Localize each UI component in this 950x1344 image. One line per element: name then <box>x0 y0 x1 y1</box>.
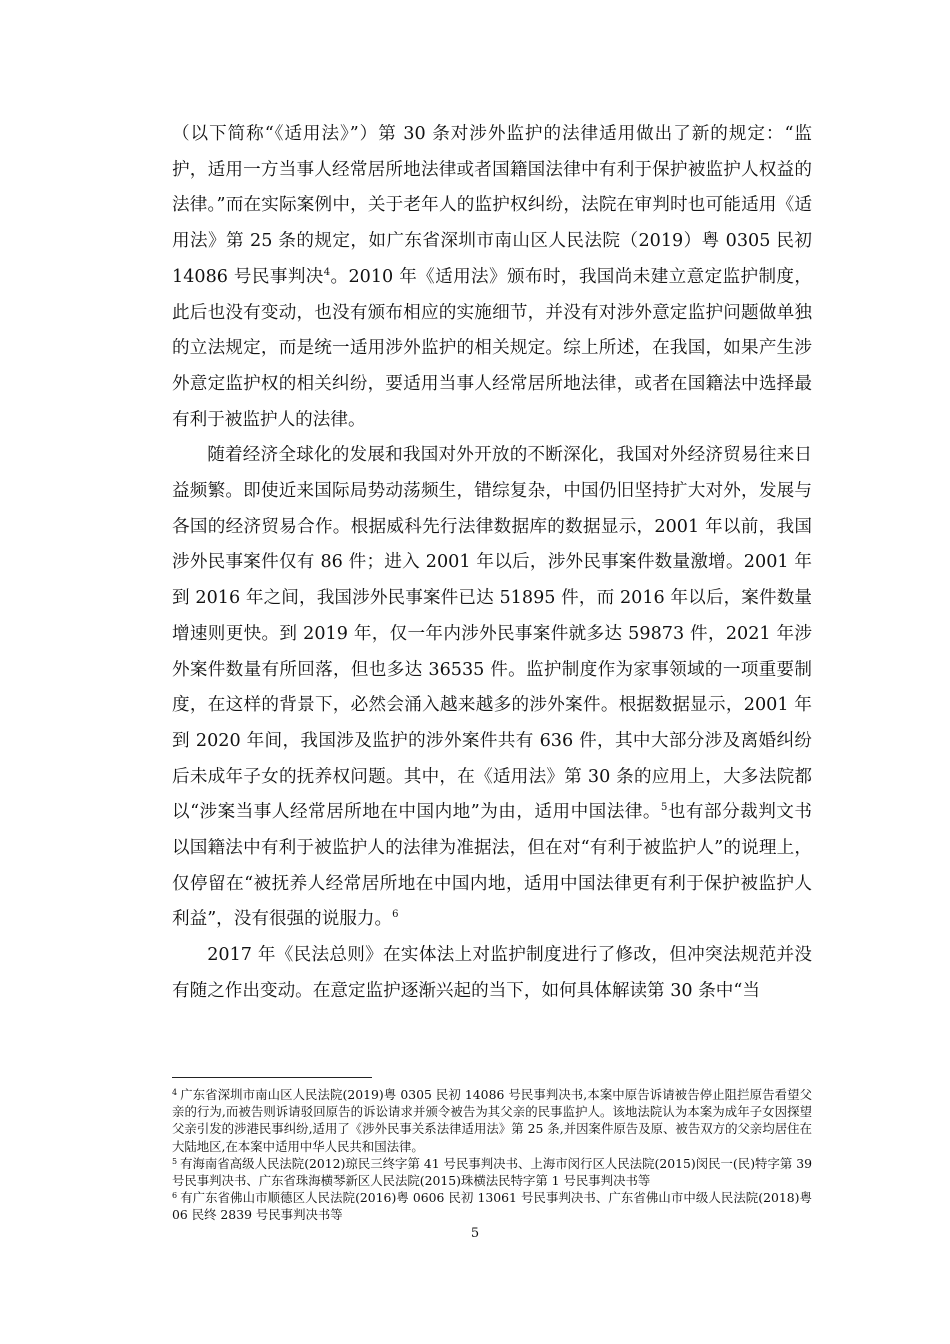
footnote-mark: 6 <box>172 1191 178 1201</box>
footnote-5 <box>172 1155 812 1189</box>
paragraph-text: 2017 年《民法总则》在实体法上对监护制度进行了修改，但冲突法规范并没有随之作出变动。在意定监护逐渐兴起的当下，如何具体解读第 30 条中“当 <box>172 945 812 1001</box>
paragraph-3 <box>172 938 812 1009</box>
footnote-ref-6[interactable]: 6 <box>392 909 399 921</box>
footnote-text: 有海南省高级人民法院(2012)琼民三终字第 41 号民事判决书、上海市闵行区人民法院(2015)闵民一(民)特字第 39 号民事判决书、广东省珠海横琴新区人民法院(2015)珠横法民特字第 1 号民事判决书等 <box>172 1155 812 1189</box>
footnote-mark: 4 <box>172 1088 178 1097</box>
paragraph-2 <box>172 438 812 938</box>
paragraph-text-continued: 。2010 年《适用法》颁布时，我国尚未建立意定监护制度，此后也没有变动，也没有颁布相应的实施细节，并没有对涉外意定监护问题做单独的立法规定，而是统一适用涉外监护的相关规定。综上所述，在我国，如果产生涉外意定监护权的相关纠纷，要适用当事人经常居所地法律，或者在国籍法中选择最有利于被监护人的法律。 <box>172 266 812 430</box>
page-number: 5 <box>470 1226 480 1241</box>
footnote-text: 有广东省佛山市顺德区人民法院(2016)粤 0606 民初 13061 号民事判决书、广东省佛山市中级人民法院(2018)粤 06 民终 2839 号民事判决书等 <box>172 1190 812 1223</box>
footnote-ref-4[interactable]: 4 <box>323 266 331 278</box>
footnote-mark: 5 <box>172 1156 178 1166</box>
paragraph-text: （以下简称“《适用法》”）第 30 条对涉外监护的法律适用做出了新的规定：“监护，适用一方当事人经常居所地法律或者国籍国法律中有利于保护被监护人权益的法律。”而在实际案例中，关于老年人的监护权纠纷，法院在审判时也可能适用《适用法》第 25 条的规定，如广东省深圳市南山区人民法院（2019）粤 0305 民初 14086 号民事判决 <box>172 124 812 287</box>
body-text <box>172 117 812 1010</box>
paragraph-1 <box>172 117 812 438</box>
footnote-separator <box>172 1077 372 1078</box>
footnotes <box>172 1086 812 1224</box>
footnote-ref-5[interactable]: 5 <box>660 802 668 814</box>
paragraph-text: 随着经济全球化的发展和我国对外开放的不断深化，我国对外经济贸易往来日益频繁。即使近来国际局势动荡频生，错综复杂，中国仍旧坚持扩大对外，发展与各国的经济贸易合作。根据威科先行法律数据库的数据显示，2001 年以前，我国涉外民事案件仅有 86 件；进入 2001 年以后，涉外民事案件数量激增。2001 年到 2016 年之间，我国涉外民事案件已达 51895 件，而 2016 年以后，案件数量增速则更快。到 2019 年，仅一年内涉外民事案件就多达 59873 件，2021 年涉外案件数量有所回落，但也多达 36535 件。监护制度作为家事领域的一项重要制度，在这样的背景下，必然会涌入越来越多的涉外案件。根据数据显示，2001 年到 2020 年间，我国涉及监护的涉外案件共有 636 件，其中大部分涉及离婚纠纷后未成年子女的抚养权问题。其中，在《适用法》第 30 条的应用上，大多法院都以“涉案当事人经常居所地在中国内地”为由，适用中国法律。 <box>172 445 812 823</box>
paragraph-text-continued: 也有部分裁判文书以国籍法中有利于被监护人的法律为准据法，但在对“有利于被监护人”的说理上，仅停留在“被抚养人经常居所地在中国内地，适用中国法律更有利于保护被监护人利益”，没有很强的说服力。 <box>172 802 812 930</box>
footnote-text: 广东省深圳市南山区人民法院(2019)粤 0305 民初 14086 号民事判决书,本案中原告诉请被告停止阻拦原告看望父亲的行为,而被告则诉请驳回原告的诉讼请求并颁令被告为其父亲的民事监护人。该地法院认为本案为成年子女因探望父亲引发的涉港民事纠纷,适用了《涉外民事关系法律适用法》第 25 条,并因案件原告及原、被告双方的父亲均居住在大陆地区,在本案中适用中华人民共和国法律。 <box>172 1087 812 1154</box>
footnote-6 <box>172 1189 812 1223</box>
footnote-4 <box>172 1086 812 1155</box>
